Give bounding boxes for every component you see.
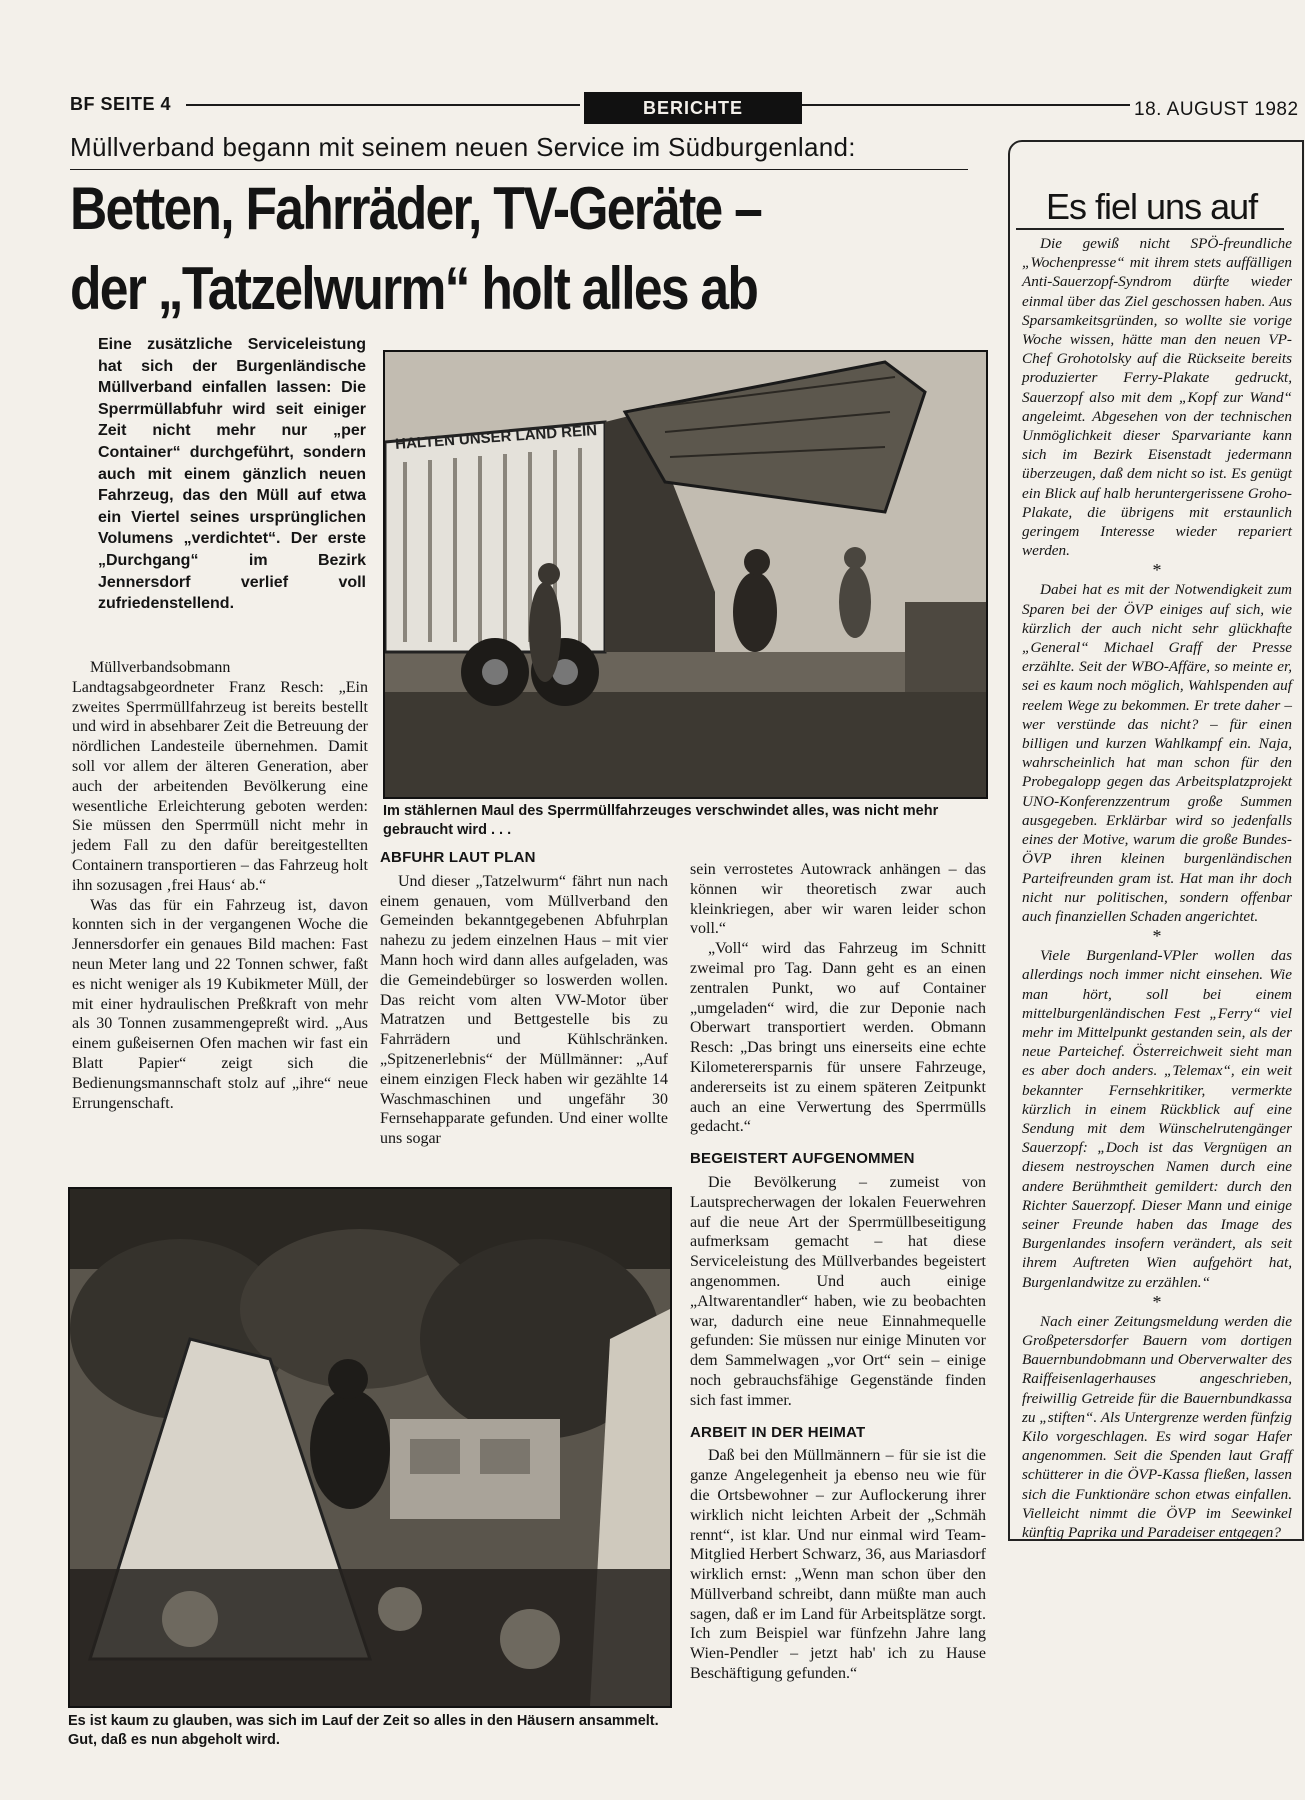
separator-star: * (1152, 1291, 1162, 1312)
subheading: BEGEISTERT AUFGENOMMEN (690, 1150, 915, 1168)
truck-sign-text: HALTEN UNSER LAND REIN (394, 421, 598, 454)
article-kicker: Müllverband begann mit seinem neuen Service im Südburgenland: (70, 132, 856, 162)
photo2-caption: Es ist kaum zu glauben, was sich im Lauf der Zeit so alles in den Häusern ansammelt. Gut, daß es nun abgeholt wird. (68, 1713, 659, 1748)
headline-line-2: der „Tatzelwurm“ holt alles ab (70, 255, 758, 322)
paragraph: „Voll“ wird das Fahrzeug im Schnitt zweimal pro Tag. Dann geht es an einen zentralen Punkt, wo auf Container „umgeladen“ wird, die zur Deponie nach Oberwart transportiert werden. Obmann Resch: „Das bringt uns einerseits eine echte Kilometerersparnis für unsere Fahrzeuge, andererseits ist zu einem späteren Zeitpunkt auch an eine Verwertung des Sperrmülls gedacht.“ (690, 940, 986, 1136)
subheading: ABFUHR LAUT PLAN (380, 849, 536, 866)
truck-photo-illustration (385, 352, 986, 797)
subheading: ARBEIT IN DER HEIMAT (690, 1423, 866, 1441)
headline-line-1: Betten, Fahrräder, TV-Geräte – (70, 175, 762, 242)
paragraph: Dabei hat es mit der Notwendigkeit zum Sparen bei der ÖVP einiges auf sich, wie kürzlich der auch nicht sehr glückhafte „General“ Michael Graff der Presse erzählte. Seit der WBO-Affäre, so meinte er, sei es kaum noch möglich, Wahlspenden auf reelem Wege zu bekommen. Er trete daher – wer verstünde das nicht? – für einen billigen und kurzen Wahlkampf ein. Naja, wahrscheinlich hat man schon für den Probegalopp gegen das Arbeitsplatzprojekt UNO-Konferenzzentrum große Summen ausgegeben. Erklärbar wird so jedenfalls eines der Motive, warum die große Bundes-ÖVP ihren kleinen burgenländischen Parteifreunden gram ist. Hat man ihr doch nicht nur politischen, sondern offenbar auch finanziellen Schaden angerichtet. (1022, 581, 1292, 925)
kicker-rule (70, 169, 968, 170)
article-column-1 (72, 658, 368, 1113)
paragraph: Viele Burgenland-VPler wollen das allerdings noch immer nicht einsehen. Wie man hört, soll bei einem mittelburgenländischen Fest „Ferry“ viel mehr im Mittelpunkt gestanden sein, als der neue Parteichef. Österreichweit sieht man es aber doch anders. „Telemax“, ein weit bekannter Fernsehkritiker, vermerkte kürzlich in einem Rückblick auf eine Sendung mit dem Wünschelrutengänger Sauerzopf: „Doch ist das Vergnügen an diesem nestroyschen Namen durch eine andere Berühmtheit gemildert: durch den Richter Sauerzopf. Dieser Mann und einige seiner Freunde haben das Image des Burgenlandes insofern verändert, als seit ihrem Auftreten Wien aufgehört hat, Burgenlandwitze zu erzählen.“ (1022, 947, 1292, 1291)
paragraph: Müllverbandsobmann Landtagsabgeordneter Franz Resch: „Ein zweites Sperrmüllfahrzeug ist bereits bestellt und wird in absehbarer Zeit die Betreuung der nördlichen Landesteile übernehmen. Damit soll vor allem der älteren Generation, aber auch der arbeitenden Bevölkerung eine wesentliche Erleichterung geboten werden: Sie müssen den Sperrmüll nicht mehr in jedem Fall zu den dafür bereitgestellten Containern transportieren – das Fahrzeug holt ihn sozusagen ‚frei Haus‘ ab.“ (72, 659, 368, 894)
photo1-caption: Im stählernen Maul des Sperrmüllfahrzeuges verschwindet alles, was nicht mehr gebraucht wird . . . (383, 803, 939, 838)
article-column-3 (690, 860, 986, 1684)
truck-photo (383, 350, 988, 799)
separator-star: * (1152, 560, 1162, 581)
paragraph: Die gewiß nicht SPÖ-freundliche „Wochenpresse“ mit ihrem stets auffälligen Anti-Sauerzopf-Syndrom dürfte wieder einmal über das Ziel geschossen haben. Aus Sparsamkeitsgründen, so wollte sie vorige Woche wissen, hätte man den neuen VP-Chef Grohotolsky auf die Rückseite bereits produzierter Ferry-Plakate gedruckt, Sauerzopf also mit dem „Kopf zur Wand“ angeleimt. Abgesehen von der technischen Unmöglichkeit dieser Sparvariante kann sich im Bezirk Eisenstadt jedermann überzeugen, daß dem nicht so ist. Es genügt ein Blick auf halb heruntergerissene Groho-Plakate, die übrigens mit erstaunlich geringem Interesse wieder repariert werden. (1022, 235, 1292, 560)
bulky-waste-photo-illustration (70, 1189, 670, 1706)
sidebar-title: Es fiel uns auf (1046, 186, 1258, 227)
paragraph: Die Bevölkerung – zumeist von Lautsprecherwagen der lokalen Feuerwehren auf die neue Art der Sperrmüllbeseitigung aufmerksam gemacht – hat diese Serviceleistung des Müllverbandes begeistert angenommen. Und auch einige „Altwarentandler“ haben, wie zu beobachten war, dadurch eine neue Einnahmequelle gefunden: Sie müssen nur einige Minuten vor dem Sammelwagen „vor Ort“ sein – einige noch gebrauchsfähige Gegenstände finden sich fast immer. (690, 1173, 986, 1409)
article-lead: Eine zusätzliche Serviceleistung hat sich der Burgenländische Müllverband einfallen lassen: Die Sperrmüllabfuhr wird seit einiger Zeit nicht mehr nur „per Container“ durchgeführt, sondern auch mit einem gänzlich neuen Fahrzeug, das den Müll auf etwa ein Viertel seines ursprünglichen Volumens „verdichtet“. Der erste „Durchgang“ im Bezirk Jennersdorf verlief voll zufriedenstellend. (98, 336, 366, 613)
paragraph: Und dieser „Tatzelwurm“ fährt nun nach einem genauen, vom Müllverband den Gemeinden bekanntgegebenen Abfuhrplan nahezu zu jedem einzelnen Haus – mit vier Mann hoch wird dann alles aufgeladen, was die Gemeindebürger so loswerden wollen. Das reicht vom alten VW-Motor über Matratzen und Bettgestelle bis zu Fahrrädern und Kühlschränken. „Spitzenerlebnis“ der Müllmänner: „Auf einem einzigen Fleck haben wir gezählte 14 Waschmaschinen und ungefähr 30 Fernsehapparate gefunden. Und einer wollte uns sogar (380, 872, 668, 1148)
paragraph: Nach einer Zeitungsmeldung werden die Großpetersdorfer Bauern vom dortigen Bauernbundobmann und Oberverwalter des Raiffeisenlagerhauses angeschrieben, freiwillig Getreide für die Bauernbundkassa zu „stiften“. Als Untergrenze werden fünfzig Kilo vorgeschlagen. Es wird sogar Hafer angenommen. Seit die Spenden laut Graff schütterer in die ÖVP-Kassa fließen, lassen sich die Funktionäre schon etwas einfallen. Vielleicht nimmt die ÖVP im Seewinkel künftig Paprika und Paradeiser entgegen? (1022, 1312, 1292, 1541)
sidebar-box (1008, 140, 1304, 1541)
sidebar-text (1022, 234, 1292, 1542)
paragraph: sein verrostetes Autowrack anhängen – das können wir theoretisch zwar auch kleinkriegen, aber wir waren leider schon voll.“ (690, 861, 986, 938)
sidebar-title-rule (1016, 228, 1284, 230)
header-rule-right (802, 104, 1130, 106)
paragraph: Was das für ein Fahrzeug ist, davon konnten sich in der vergangenen Woche die Jennersdorfer ein genaues Bild machen: Fast neun Meter lang und 22 Tonnen schwer, faßt es nicht weniger als 19 Kubikmeter Müll, der mit einer hydraulischen Preßkraft von mehr als 30 Tonnen zusammengepreßt wird. „Aus einem gußeisernen Ofen machen wir fast ein Blatt Papier“ zeigt sich die Bedienungsmannschaft stolz auf „ihre“ neue Errungenschaft. (72, 896, 368, 1112)
article-column-2 (380, 848, 668, 1149)
paragraph: Daß bei den Müllmännern – für sie ist die ganze Angelegenheit ja ebenso neu wie für die Ortsbewohner – zur Auflockerung ihrer wirklich nicht leichten Arbeit der „Schmäh rennt“, ist klar. Und nur einmal wird Team-Mitglied Herbert Schwarz, 36, aus Mariasdorf wirklich ernst: „Wenn man schon über den Müllverband schreibt, dann müßte man auch sagen, daß er im Land für Arbeitsplätze sorgt. Ich zum Beispiel war fünfzehn Jahre lang Wien-Pendler – jetzt hab' ich zu Hause Beschäftigung gefunden.“ (690, 1447, 986, 1683)
section-label: BERICHTE (584, 92, 802, 124)
header-rule-left (186, 104, 580, 106)
separator-star: * (1152, 926, 1162, 947)
page-label: BF SEITE 4 (70, 94, 172, 114)
issue-date: 18. AUGUST 1982 (1134, 99, 1299, 120)
bulky-waste-photo (68, 1187, 672, 1708)
